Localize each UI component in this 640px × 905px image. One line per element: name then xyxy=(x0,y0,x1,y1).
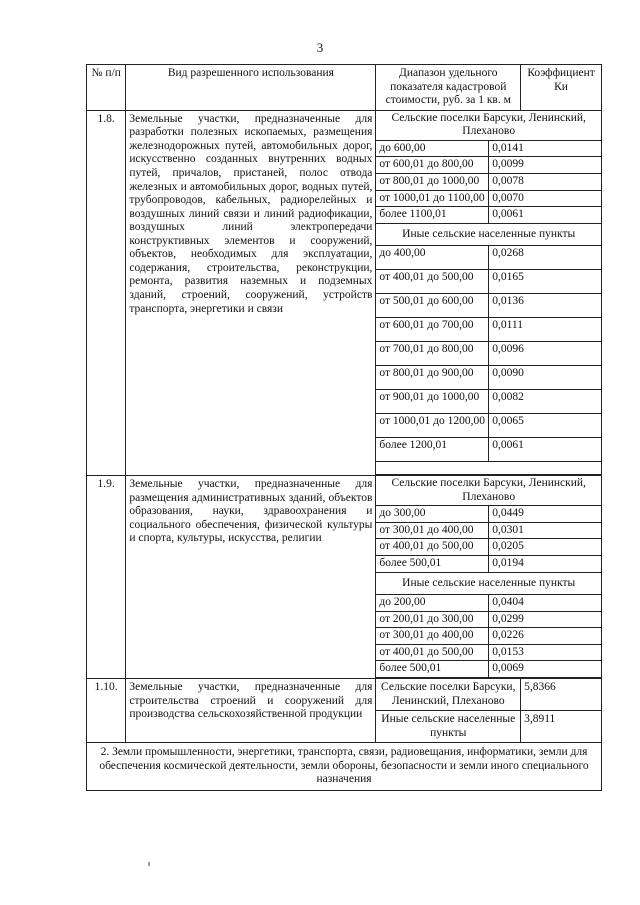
coef-value: 0,0078 xyxy=(489,173,601,190)
group-title: Иные сельские населенные пункты xyxy=(376,223,601,246)
range-value: более 1200,01 xyxy=(376,438,488,462)
spacer xyxy=(376,462,601,475)
range-cell xyxy=(376,476,602,679)
range-row xyxy=(376,318,601,342)
range-value: от 400,01 до 500,00 xyxy=(376,644,488,661)
coef-value: 0,0065 xyxy=(489,414,601,438)
range-value: от 400,01 до 500,00 xyxy=(376,270,488,294)
range-subtable xyxy=(376,111,601,476)
rates-table xyxy=(86,64,602,791)
coef-value: 0,0111 xyxy=(489,318,601,342)
range-value: от 600,01 до 800,00 xyxy=(376,157,488,174)
range-value: от 300,01 до 400,00 xyxy=(376,628,488,645)
header-use: Вид разрешенного использования xyxy=(126,65,376,111)
coef-value: 0,0099 xyxy=(489,157,601,174)
coef-value: 0,0268 xyxy=(489,246,601,270)
range-value: от 600,01 до 700,00 xyxy=(376,318,488,342)
table-row xyxy=(87,476,602,679)
range-row xyxy=(376,506,601,523)
coef-value: 0,0205 xyxy=(489,539,601,556)
range-value: до 400,00 xyxy=(376,246,488,270)
range-value: от 300,01 до 400,00 xyxy=(376,522,488,539)
range-value: от 500,01 до 600,00 xyxy=(376,294,488,318)
coef-value: 0,0194 xyxy=(489,556,601,573)
range-row xyxy=(376,173,601,190)
range-value: Сельские поселки Барсуки, Ленинский, Плехановo xyxy=(376,678,521,710)
section-heading: 2. Земли промышленности, энергетики, транспорта, связи, радиовещания, информатики, земли для обеспечения космической деятельности, земли обороны, безопасности и земли иного специального назначения xyxy=(87,743,602,791)
coef-value: 0,0404 xyxy=(489,595,601,612)
range-row xyxy=(376,140,601,157)
row-num: 1.9. xyxy=(87,476,126,679)
range-value: более 500,01 xyxy=(376,556,488,573)
range-row xyxy=(376,438,601,462)
range-subtable xyxy=(376,476,601,678)
range-row xyxy=(376,644,601,661)
range-row xyxy=(376,556,601,573)
row-description: Земельные участки, предназначенные для строительства строений и сооружений для производства сельскохозяйственной продукции xyxy=(126,678,376,742)
range-value: до 300,00 xyxy=(376,506,488,523)
range-row xyxy=(376,157,601,174)
range-row xyxy=(376,611,601,628)
scan-mark xyxy=(148,862,150,866)
header-coef: Коэффициент Ки xyxy=(521,65,602,111)
range-row xyxy=(376,246,601,270)
section-footer-row xyxy=(87,743,602,791)
coef-value: 0,0061 xyxy=(489,207,601,224)
range-value: более 1100,01 xyxy=(376,207,488,224)
range-value: от 700,01 до 800,00 xyxy=(376,342,488,366)
range-row xyxy=(376,414,601,438)
coef-value: 0,0136 xyxy=(489,294,601,318)
range-value: от 400,01 до 500,00 xyxy=(376,539,488,556)
coef-value: 0,0096 xyxy=(489,342,601,366)
range-row xyxy=(376,661,601,678)
group-title: Сельские поселки Барсуки, Ленинский, Плехановo xyxy=(376,111,601,141)
range-value: от 1000,01 до 1100,00 xyxy=(376,190,488,207)
range-row xyxy=(376,628,601,645)
header-num: № п/п xyxy=(87,65,126,111)
coef-value: 5,8366 xyxy=(521,678,602,710)
coef-value: 0,0061 xyxy=(489,438,601,462)
group-title: Иные сельские населенные пункты xyxy=(376,572,601,595)
range-row xyxy=(376,207,601,224)
table-row xyxy=(87,678,602,710)
coef-value: 0,0090 xyxy=(489,366,601,390)
range-row xyxy=(376,294,601,318)
coef-value: 0,0165 xyxy=(489,270,601,294)
coef-value: 0,0299 xyxy=(489,611,601,628)
range-value: до 200,00 xyxy=(376,595,488,612)
range-value: Иные сельские населенные пункты xyxy=(376,711,521,743)
coef-value: 0,0153 xyxy=(489,644,601,661)
range-row xyxy=(376,522,601,539)
range-row xyxy=(376,342,601,366)
table-row xyxy=(87,110,602,476)
range-value: от 900,01 до 1000,00 xyxy=(376,390,488,414)
coef-value: 0,0449 xyxy=(489,506,601,523)
range-value: до 600,00 xyxy=(376,140,488,157)
range-value: более 500,01 xyxy=(376,661,488,678)
coef-value: 0,0226 xyxy=(489,628,601,645)
coef-value: 0,0070 xyxy=(489,190,601,207)
range-value: от 800,01 до 900,00 xyxy=(376,366,488,390)
group-title: Сельские поселки Барсуки, Ленинский, Плехановo xyxy=(376,476,601,506)
range-row xyxy=(376,366,601,390)
page-number: 3 xyxy=(316,40,324,55)
header-range: Диапазон удельного показателя кадастровой стоимости, руб. за 1 кв. м xyxy=(376,65,521,111)
coef-value: 0,0082 xyxy=(489,390,601,414)
coef-value: 0,0069 xyxy=(489,661,601,678)
range-row xyxy=(376,390,601,414)
coef-value: 0,0301 xyxy=(489,522,601,539)
range-row xyxy=(376,539,601,556)
range-row xyxy=(376,270,601,294)
coef-value: 0,0141 xyxy=(489,140,601,157)
header-row xyxy=(87,65,602,111)
range-value: от 800,01 до 1000,00 xyxy=(376,173,488,190)
range-value: от 1000,01 до 1200,00 xyxy=(376,414,488,438)
range-cell xyxy=(376,110,602,476)
range-row xyxy=(376,595,601,612)
row-description: Земельные участки, предназначенные для разработки полезных ископаемых, размещения железнодорожных путей, автомобильных дорог, искусственно созданных внутренних водных путей, причалов, пристаней, полос отвода железных и автомобильных дорог, водных путей, трубопроводов, кабельных, радиорелейных и воздушных линий связи и линий радиофикации, воздушных линий электропередачи конструктивных элементов и сооружений, объектов, необходимых для эксплуатации, содержания, строительства, реконструкции, ремонта, развития наземных и подземных зданий, строений, сооружений, устройств транспорта, энергетики и связи xyxy=(126,110,376,476)
row-num: 1.8. xyxy=(87,110,126,476)
range-value: от 200,01 до 300,00 xyxy=(376,611,488,628)
row-num: 1.10. xyxy=(87,678,126,742)
coef-value: 3,8911 xyxy=(521,711,602,743)
range-row xyxy=(376,190,601,207)
row-description: Земельные участки, предназначенные для размещения административных зданий, объектов образования, науки, здравоохранения и социального обеспечения, физической культуры и спорта, культуры, искусства, религии xyxy=(126,476,376,679)
